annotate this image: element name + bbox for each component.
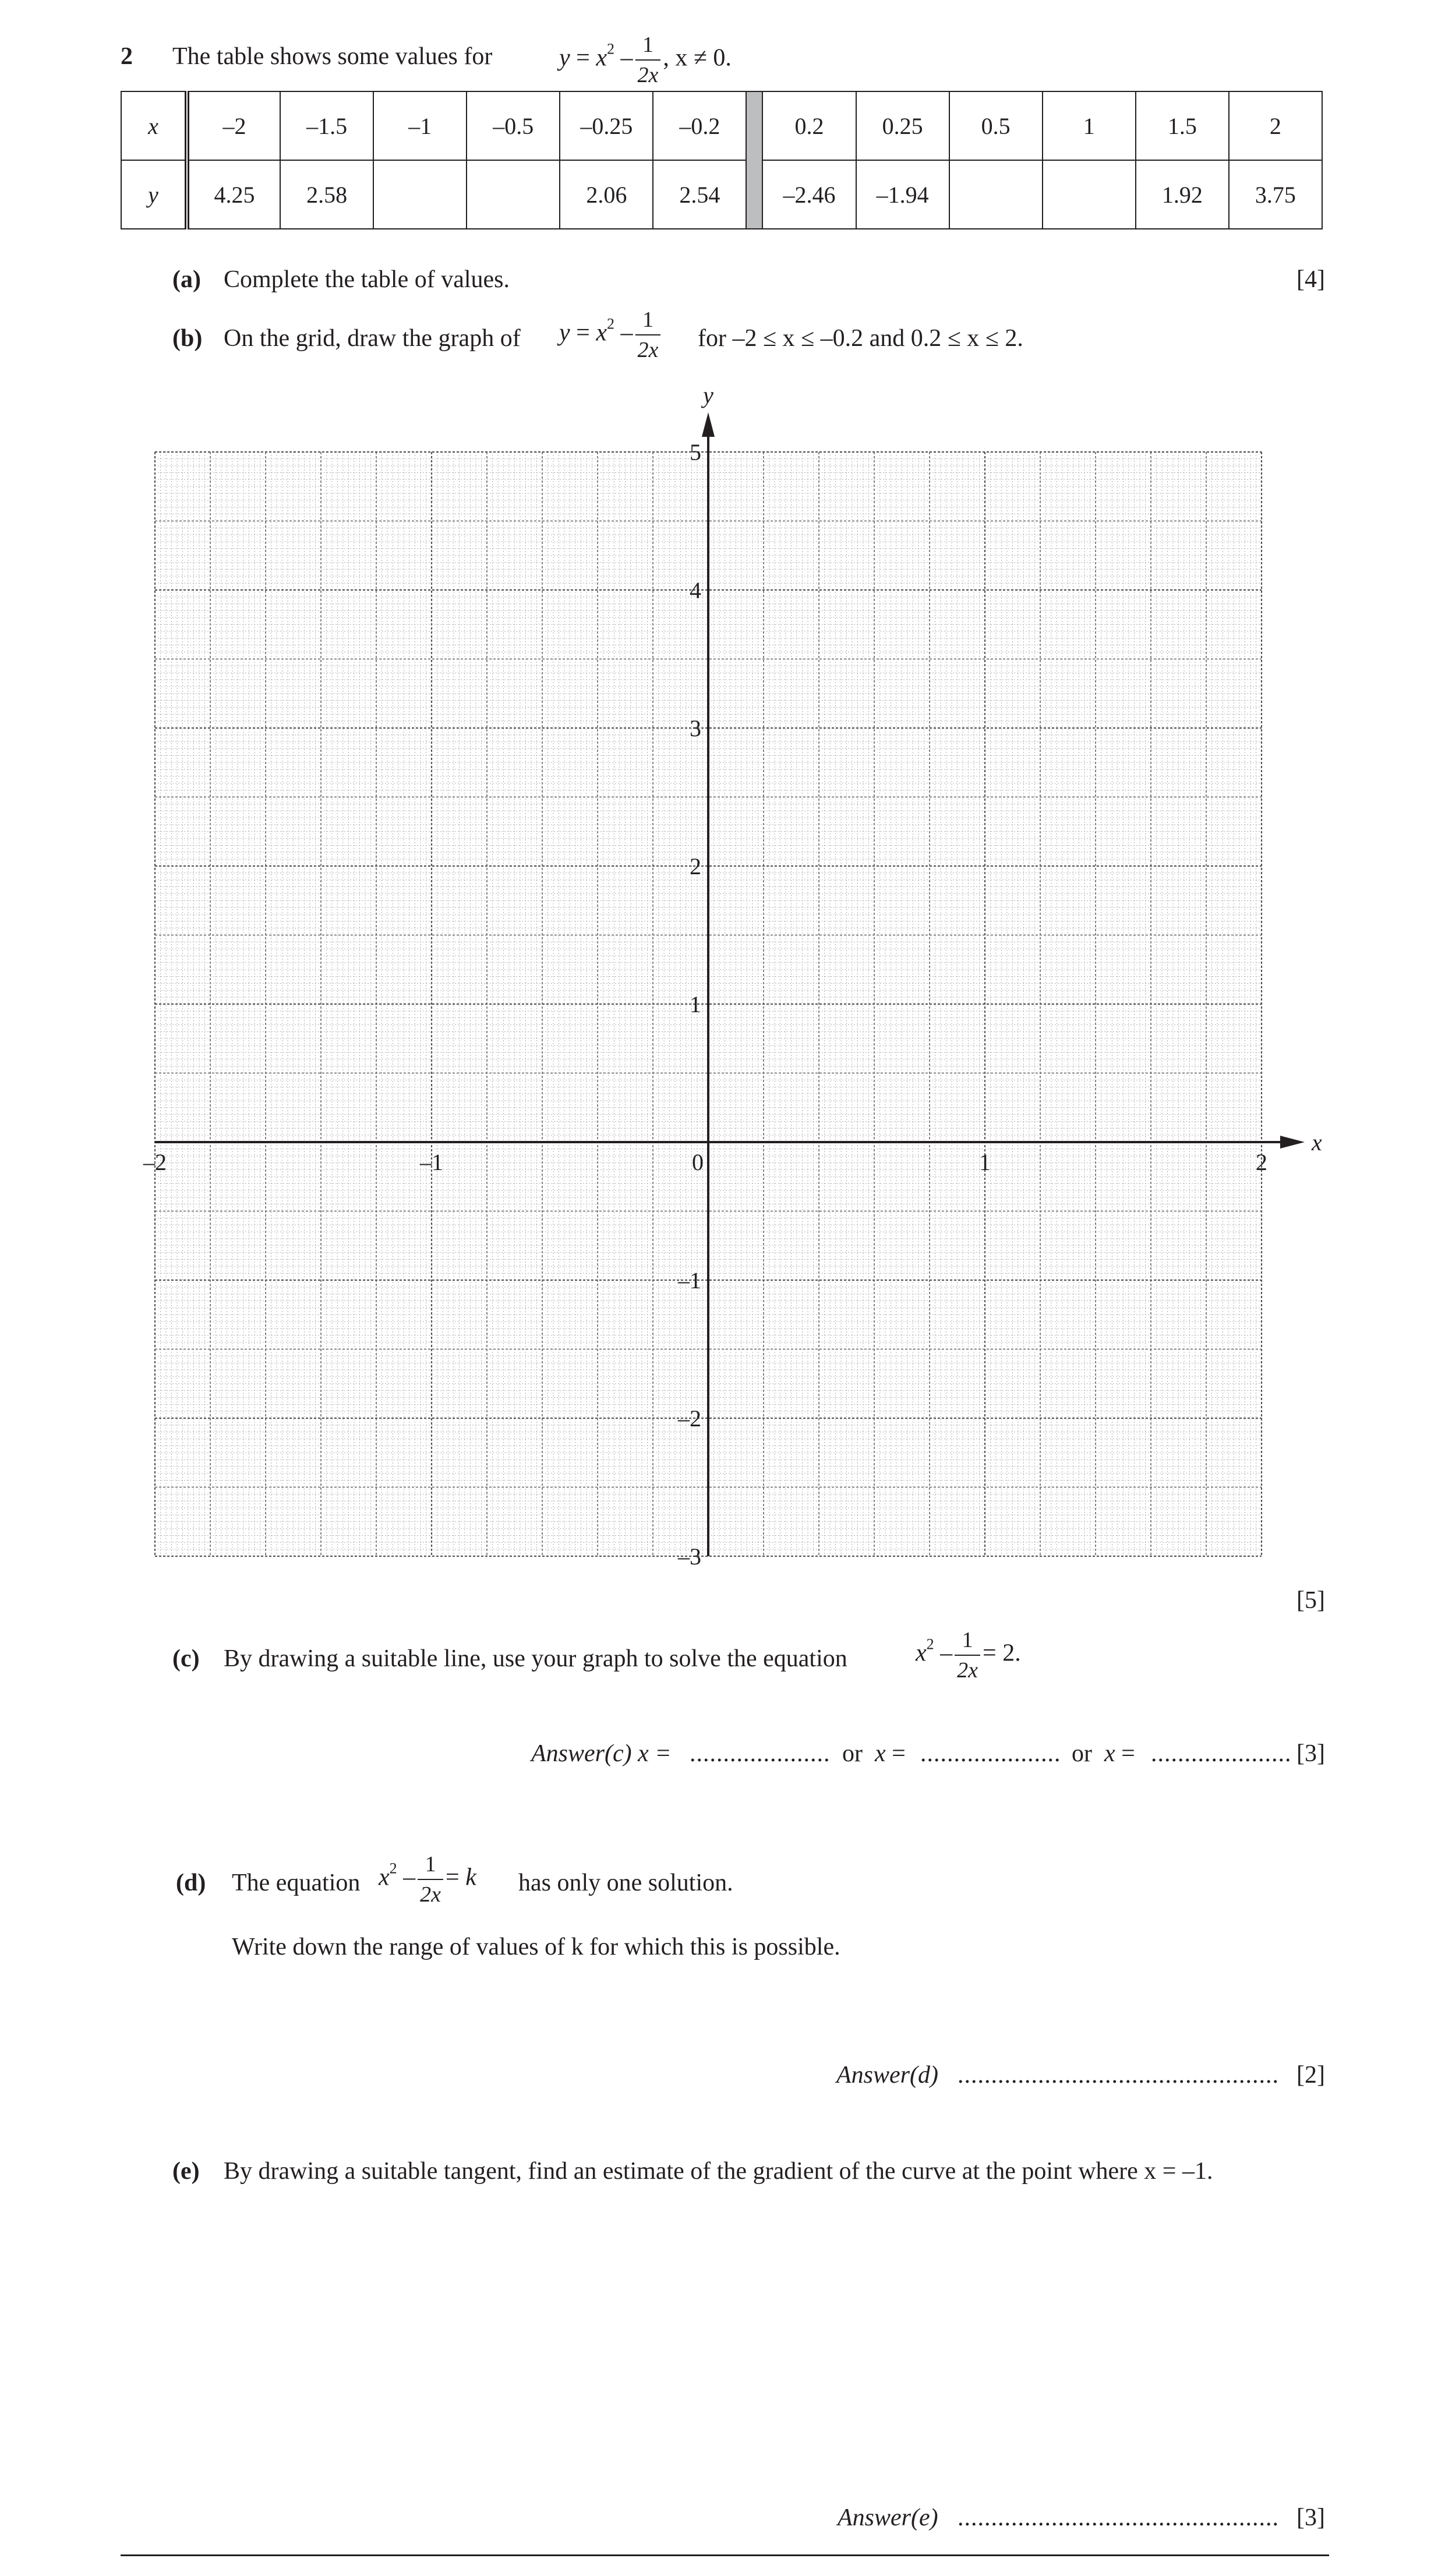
part-d-label: (d) — [176, 1870, 206, 1896]
y-tick-label: 1 — [690, 991, 701, 1017]
table-cell-y: –2.46 — [762, 160, 856, 229]
table-cell-y: –1.94 — [856, 160, 949, 229]
y-tick-label: –2 — [678, 1405, 701, 1432]
x-tick-label: 2 — [1256, 1149, 1267, 1175]
table-cell-x: 1.5 — [1136, 91, 1229, 160]
y-tick-label: –1 — [678, 1267, 701, 1294]
part-d-equation: $x^2$ – $\frac{1}{2x}$ = k — [379, 1852, 476, 1907]
table-header-x: x — [121, 91, 187, 160]
part-c-equation-rhs: = 2. — [983, 1639, 1021, 1667]
part-b-formula: $y = x^2$ – $\frac{1}{2x}$ — [559, 309, 663, 361]
table-cell-y: 2.54 — [653, 160, 746, 229]
part-c-equation: $x^2$ – $\frac{1}{2x}$ = 2. — [916, 1628, 1021, 1683]
part-c-or-1: or x = — [842, 1740, 906, 1767]
x-axis-label: x — [1312, 1129, 1322, 1156]
part-a-label: (a) — [172, 266, 201, 293]
part-e-text: By drawing a suitable tangent, find an estimate of the gradient of the curve at the point where x = –1. — [224, 2158, 1213, 2185]
question-intro: The table shows some values for — [172, 43, 493, 70]
part-c-marks: [3] — [1296, 1740, 1325, 1767]
table-cell-x: –1.5 — [280, 91, 373, 160]
x-tick-label: –1 — [420, 1149, 443, 1175]
table-cell-x: –0.25 — [560, 91, 653, 160]
table-cell-y: 2.06 — [560, 160, 653, 229]
part-e-answer[interactable]: ................................................ — [958, 2504, 1279, 2531]
y-tick-label: –3 — [678, 1543, 701, 1570]
y-tick-label: 2 — [690, 853, 701, 879]
table-cell-x: 2 — [1229, 91, 1322, 160]
table-cell-y: 3.75 — [1229, 160, 1322, 229]
table-cell-x: –0.2 — [653, 91, 746, 160]
part-c-label: (c) — [172, 1645, 200, 1672]
x-tick-label: 0 — [692, 1149, 704, 1175]
part-b-marks: [5] — [1296, 1587, 1325, 1614]
function-condition: , x ≠ 0. — [663, 44, 732, 72]
part-b-label: (b) — [172, 325, 203, 352]
table-cell-x: 1 — [1043, 91, 1136, 160]
part-c-text: By drawing a suitable line, use your graph to solve the equation — [224, 1645, 847, 1672]
part-c-answer-3[interactable]: ..................... — [1151, 1740, 1292, 1767]
table-header-y: y — [121, 160, 187, 229]
table-cell-x: –0.5 — [467, 91, 560, 160]
part-d-text-before: The equation — [232, 1870, 361, 1896]
part-a-text: Complete the table of values. — [224, 266, 510, 293]
table-cell-x: 0.5 — [949, 91, 1043, 160]
part-d-text-after: has only one solution. — [518, 1870, 733, 1896]
part-e-answer-label: Answer(e) — [838, 2504, 938, 2531]
part-c-answer-1[interactable]: ..................... — [690, 1740, 831, 1767]
bottom-rule — [121, 2554, 1329, 2556]
part-b-domain: for –2 ≤ x ≤ –0.2 and 0.2 ≤ x ≤ 2. — [698, 325, 1023, 352]
y-tick-label: 4 — [690, 577, 701, 603]
part-d-answer[interactable]: ................................................ — [958, 2062, 1279, 2089]
x-tick-label: –2 — [143, 1149, 167, 1175]
table-cell-x: –1 — [373, 91, 467, 160]
part-c-or-2: or x = — [1072, 1740, 1135, 1767]
x-axis-arrow — [1280, 1136, 1305, 1149]
table-cell-x: 0.2 — [762, 91, 856, 160]
part-e-label: (e) — [172, 2158, 200, 2185]
part-d-marks: [2] — [1296, 2062, 1325, 2089]
axes — [155, 412, 1305, 1556]
x-tick-label: 1 — [979, 1149, 991, 1175]
part-d-instruction: Write down the range of values of k for which this is possible. — [232, 1934, 840, 1960]
table-cell-x: 0.25 — [856, 91, 949, 160]
table-cell-x: –2 — [187, 91, 280, 160]
table-cell-y: 2.58 — [280, 160, 373, 229]
part-a-marks: [4] — [1296, 266, 1325, 293]
part-b-text: On the grid, draw the graph of — [224, 325, 521, 352]
function-formula: $y = x^2$ – $\frac{1}{2x}$ , x ≠ 0. — [559, 33, 732, 87]
table-cell-y: 4.25 — [187, 160, 280, 229]
table-cell-y: 1.92 — [1136, 160, 1229, 229]
part-e-marks: [3] — [1296, 2504, 1325, 2531]
y-tick-label: 5 — [690, 439, 701, 465]
y-axis-arrow — [702, 412, 715, 437]
part-d-answer-label: Answer(d) — [836, 2062, 938, 2089]
part-c-answer-label: Answer(c) x = — [531, 1740, 672, 1767]
y-tick-label: 3 — [690, 715, 701, 741]
part-c-answer-2[interactable]: ..................... — [920, 1740, 1061, 1767]
y-axis-label: y — [703, 382, 713, 408]
question-number: 2 — [121, 43, 133, 70]
